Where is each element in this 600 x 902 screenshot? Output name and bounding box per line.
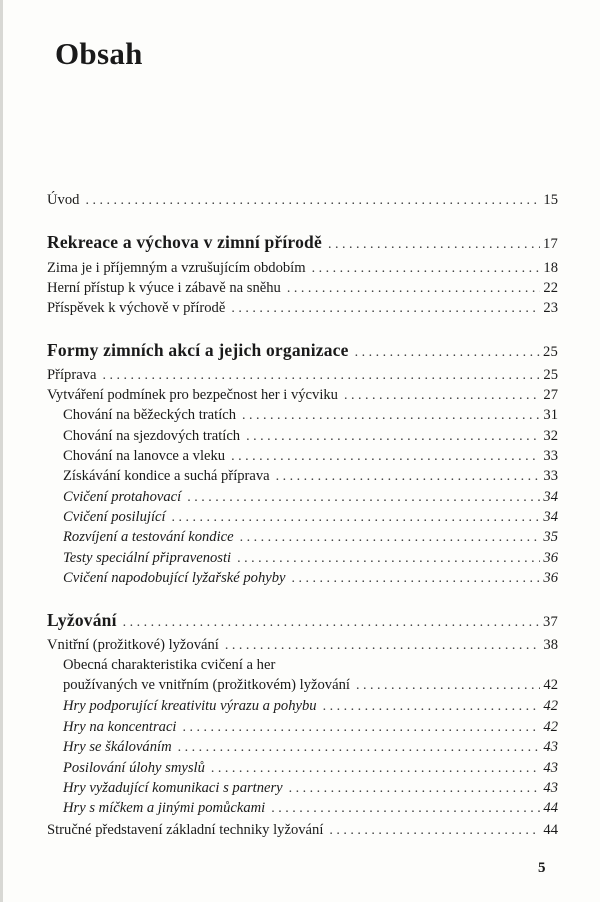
toc-entry — [63, 488, 558, 507]
toc-entry-title: Hry vyžadující komunikaci s partnery — [63, 780, 283, 796]
toc-entry-title: Rekreace a výchova v zimní přírodě — [47, 232, 322, 252]
toc-entry — [63, 779, 558, 798]
toc-entry — [63, 759, 558, 778]
toc-entry — [47, 279, 558, 298]
toc-page-number: 44 — [543, 800, 558, 816]
toc-entry-title: Vytváření podmínek pro bezpečnost her i výcviku — [47, 387, 338, 403]
toc-entry — [63, 508, 558, 527]
dot-leader — [292, 570, 541, 588]
toc-entry-title: Testy speciální připravenosti — [63, 550, 232, 566]
dot-leader — [231, 300, 540, 318]
page-number: 5 — [538, 860, 546, 876]
dot-leader — [276, 468, 541, 486]
toc-entry-title: Chování na běžeckých tratích — [63, 407, 237, 423]
toc-entry — [63, 738, 558, 757]
toc-page-number: 33 — [543, 448, 558, 464]
toc-entry-title: Hry s míčkem a jinými pomůckami — [63, 800, 266, 816]
toc-page-number: 22 — [543, 280, 558, 296]
dot-leader — [225, 637, 541, 655]
toc-entry-title: Herní přístup k výuce i zábavě na sněhu — [47, 280, 281, 296]
toc-page-number: 42 — [543, 698, 558, 714]
toc-page-number: 42 — [543, 677, 558, 693]
toc-chapter — [47, 609, 558, 634]
toc-page-number: 36 — [543, 570, 558, 586]
toc-entry — [47, 386, 558, 405]
toc-entry — [63, 427, 558, 446]
dot-leader — [355, 342, 540, 364]
dot-leader — [356, 677, 540, 695]
toc-entry-title: Chování na sjezdových tratích — [63, 428, 241, 444]
dot-leader — [328, 234, 540, 256]
toc-entry-title: Posilování úlohy smyslů — [63, 760, 205, 776]
toc-entry — [63, 549, 558, 568]
toc-entry-title: Příspěvek k výchově v přírodě — [47, 300, 226, 316]
toc-entry-title: Zima je i příjemným a vzrušujícím obdobím — [47, 260, 306, 276]
toc-page-number: 23 — [543, 300, 558, 316]
toc-entry — [47, 636, 558, 655]
toc-entry — [47, 299, 558, 318]
dot-leader — [85, 192, 540, 210]
toc-page-number: 15 — [543, 192, 558, 208]
toc-page-number: 35 — [543, 529, 558, 545]
toc-entry — [63, 447, 558, 466]
dot-leader — [271, 800, 540, 818]
dot-leader — [246, 428, 540, 446]
toc-page-number: 43 — [543, 760, 558, 776]
dot-leader — [178, 739, 541, 757]
dot-leader — [123, 612, 540, 634]
toc-entry-title: Lyžování — [47, 610, 117, 630]
toc-page-number: 37 — [543, 614, 558, 630]
toc-entry-text-line1: Obecná charakteristika cvičení a her — [63, 657, 276, 673]
toc-entry-title: Stručné představení základní techniky lyžování — [47, 822, 324, 838]
dot-leader — [231, 448, 540, 466]
toc-page-number: 31 — [543, 407, 558, 423]
toc-entry — [47, 259, 558, 278]
toc-entry — [63, 799, 558, 818]
toc-entry — [47, 366, 558, 385]
toc-entry-title: Cvičení napodobující lyžařské pohyby — [63, 570, 286, 586]
toc-entry — [47, 821, 558, 840]
toc-entry-title: Hry na koncentraci — [63, 719, 177, 735]
toc-page-number: 34 — [543, 509, 558, 525]
toc-entry-title: Hry se škálováním — [63, 739, 172, 755]
dot-leader — [323, 698, 541, 716]
toc-entry-title: Formy zimních akcí a jejich organizace — [47, 340, 349, 360]
scan-page-edge — [0, 0, 3, 902]
toc-page-number: 32 — [543, 428, 558, 444]
toc-entry — [63, 718, 558, 737]
toc-entry-title: Cvičení posilující — [63, 509, 166, 525]
dot-leader — [289, 780, 541, 798]
toc-page-number: 18 — [543, 260, 558, 276]
page-title: Obsah — [55, 36, 143, 71]
dot-leader — [182, 719, 540, 737]
toc-entry-title: Cvičení protahovací — [63, 489, 182, 505]
toc-page-number: 36 — [543, 550, 558, 566]
toc-page-number: 38 — [543, 637, 558, 653]
dot-leader — [329, 822, 540, 840]
toc-entry — [63, 569, 558, 588]
toc-entry-title: používaných ve vnitřním (prožitkovém) lyžování — [63, 677, 350, 693]
toc-page-number: 34 — [543, 489, 558, 505]
toc-entry — [63, 528, 558, 547]
toc-page-number: 27 — [543, 387, 558, 403]
toc-entry — [63, 676, 558, 695]
toc-page-number: 25 — [543, 344, 558, 360]
dot-leader — [211, 760, 541, 778]
dot-leader — [242, 407, 540, 425]
toc-page-number: 44 — [543, 822, 558, 838]
toc-page-number: 33 — [543, 468, 558, 484]
toc-page-number: 42 — [543, 719, 558, 735]
toc-page-number: 43 — [543, 780, 558, 796]
dot-leader — [187, 489, 540, 507]
toc-entry-title: Získávání kondice a suchá příprava — [63, 468, 270, 484]
toc-entry-title: Vnitřní (prožitkové) lyžování — [47, 637, 219, 653]
toc-entry-title: Chování na lanovce a vleku — [63, 448, 226, 464]
toc-entry-title: Rozvíjení a testování kondice — [63, 529, 234, 545]
toc-page-number: 17 — [543, 236, 558, 252]
toc-entry — [47, 191, 558, 210]
dot-leader — [312, 260, 541, 278]
toc-page-number: 25 — [543, 367, 558, 383]
toc-entry-title: Hry podporující kreativitu výrazu a pohybu — [63, 698, 317, 714]
toc-chapter — [47, 231, 558, 256]
dot-leader — [237, 550, 540, 568]
toc-entry-title: Příprava — [47, 367, 97, 383]
dot-leader — [287, 280, 541, 298]
toc-page-number: 43 — [543, 739, 558, 755]
toc-entry-title: Úvod — [47, 192, 80, 208]
dot-leader — [102, 367, 540, 385]
toc-entry — [63, 697, 558, 716]
dot-leader — [344, 387, 540, 405]
toc-entry — [63, 406, 558, 425]
dot-leader — [240, 529, 541, 547]
toc-entry — [63, 467, 558, 486]
toc-chapter — [47, 339, 558, 364]
dot-leader — [172, 509, 541, 527]
